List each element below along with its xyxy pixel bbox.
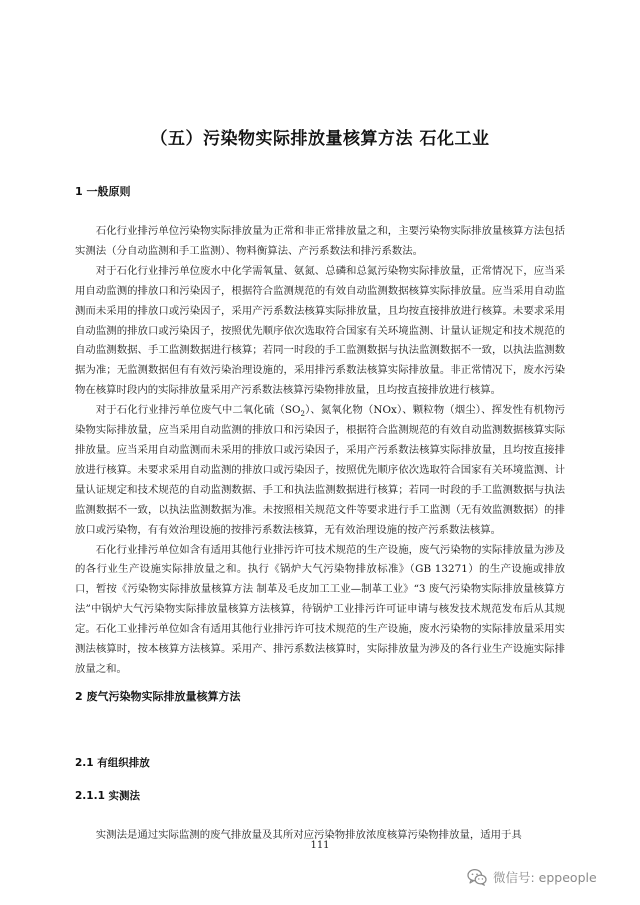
- subsection-heading-organized-emission: 2.1 有组织排放: [75, 757, 150, 769]
- paragraph-waste-gas: [75, 401, 565, 540]
- page-number: 111: [310, 840, 330, 851]
- so2-subscript: 2: [300, 410, 305, 419]
- body-text: [75, 222, 565, 680]
- section-heading-general-principles: 1 一般原则: [75, 185, 131, 198]
- subsubsection-heading-measurement: 2.1.1 实测法: [75, 790, 141, 802]
- section-heading-waste-gas-method: 2 废气污染物实际排放量核算方法: [75, 690, 241, 703]
- paragraph-waste-gas-rest: ）、氮氧化物（NOx）、颗粒物（烟尘）、挥发性有机物污染物实际排放量，应当采用自动监测的排放口和污染因子，根据符合监测规范的有效自动监测数据核算实际排放量。应当采用自动监测而未采用的排放口或污染因子，采用产污系数法核算实际排放量，且均按直接排放进行核算。未要求采用自动监测的排放口或污染因子，按照优先顺序依次选取符合国家有关环境监测、计量认证规定和技术规范的自动监测数据、手工和执法监测数据进行核算；若同一时段的手工监测数据与执法监测数据不一致，以执法监测数据为准。未按照相关规范文件等要求进行手工监测（无有效监测数据）的排放口或污染物，有有效治理设施的按排污系数法核算，无有效治理设施的按产污系数法核算。: [75, 404, 565, 536]
- page-title: （五）污染物实际排放量核算方法 石化工业: [150, 129, 490, 149]
- paragraph-wastewater: 对于石化行业排污单位废水中化学需氧量、氨氮、总磷和总氮污染物实际排放量，正常情况下，应当采用自动监测的排放口和污染因子，根据符合监测规范的有效自动监测数据核算实际排放量。应当采用自动监测而未采用的排放口或污染因子，采用产污系数法核算实际排放量，且均按直接排放进行核算。未要求采用自动监测的排放口或污染因子，按照优先顺序依次选取符合国家有关环境监测、计量认证规定和技术规范的自动监测数据、手工监测数据进行核算；若同一时段的手工监测数据与执法监测数据不一致，以执法监测数据为准；无监测数据但有有效污染治理设施的，采用排污系数法核算实际排放量。非正常情况下，废水污染物在核算时段内的实际排放量采用产污系数法核算污染物排放量，且均按直接排放进行核算。: [75, 264, 565, 397]
- wechat-watermark: [467, 866, 597, 888]
- paragraph-waste-gas-start: 对于石化行业排污单位废气中二氧化硫（SO: [95, 404, 301, 417]
- paragraph-other-industries: 石化行业排污单位如含有适用其他行业排污许可技术规范的生产设施，废气污染物的实际排放量为涉及的各行业生产设施实际排放量之和。执行《锅炉大气污染物排放标准》（GB 13271）的生产设施或排放口，暂按《污染物实际排放量核算方法 制革及毛皮加工工业—制革工业》“3 废气污染物实际排放量核算方法”中锅炉大气污染物实际排放量核算方法核算，待锅炉工业排污许可证申请与核发技术规范发布后从其规定。石化工业排污单位如含有适用其他行业排污许可技术规范的生产设施，废水污染物的实际排放量采用实测法核算时，按本核算方法核算。采用产、排污系数法核算时，实际排放量为涉及的各行业生产设施实际排放量之和。: [75, 543, 565, 675]
- paragraph-measurement-method: 实测法是通过实际监测的废气排放量及其所对应污染物排放浓度核算污染物排放量，适用于具: [95, 829, 522, 841]
- paragraph-methods-overview: 石化行业排污单位污染物实际排放量为正常和非正常排放量之和，主要污染物实际排放量核算方法包括实测法（分自动监测和手工监测）、物料衡算法、产污系数法和排污系数法。: [75, 225, 565, 257]
- wechat-icon: [467, 868, 487, 886]
- watermark-text: 微信号: eppeople: [493, 870, 597, 885]
